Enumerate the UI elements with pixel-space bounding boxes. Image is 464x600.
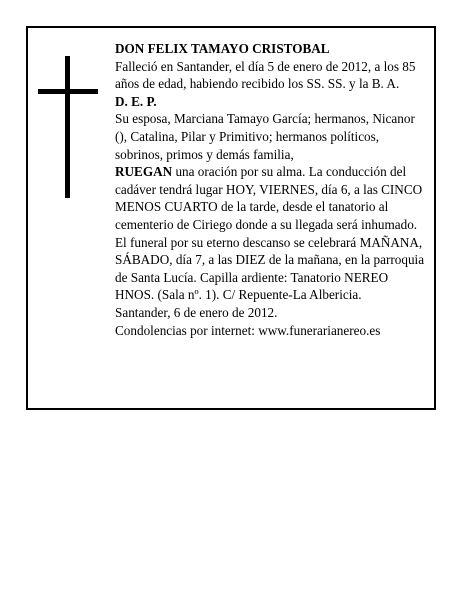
rip-line: D. E. P. [115,93,157,109]
funeral-details: una oración por su alma. La conducción del cadáver tendrá lugar HOY, VIERNES, día 6, a las CINCO MENOS CUARTO de la tarde, desde el tanatorio al cementerio de Ciriego donde a su llegada será inhumado. El funeral por su eterno descanso se celebrará MAÑANA, SÁBADO, día 7, a las DIEZ de la mañana, en la parroquia de Santa Lucía. Capilla ardiente: Tanatorio NEREO HNOS. (Sala nº. 1). C/ Repuente-La Albericia. [115,164,425,303]
obituary-notice [26,26,436,410]
place-date: Santander, 6 de enero de 2012. [115,304,278,320]
deceased-name: DON FELIX TAMAYO CRISTOBAL [115,41,330,56]
condolences-line: Condolencias por internet: www.funerarianereo.es [115,322,381,338]
death-line: Falleció en Santander, el día 5 de enero de 2012, a los 85 años de edad, habiendo recibido los SS. SS. y la B. A. [115,58,416,92]
request-verb: RUEGAN [115,164,173,180]
notice-text [115,40,427,339]
cross-horizontal-bar [38,89,98,94]
family-line: Su esposa, Marciana Tamayo García; hermanos, Nicanor (), Catalina, Pilar y Primitivo; hermanos políticos, sobrinos, primos y demás familia, [115,111,415,162]
cross-vertical-bar [65,56,70,198]
funeral-request [115,163,427,304]
latin-cross-icon [38,56,100,198]
